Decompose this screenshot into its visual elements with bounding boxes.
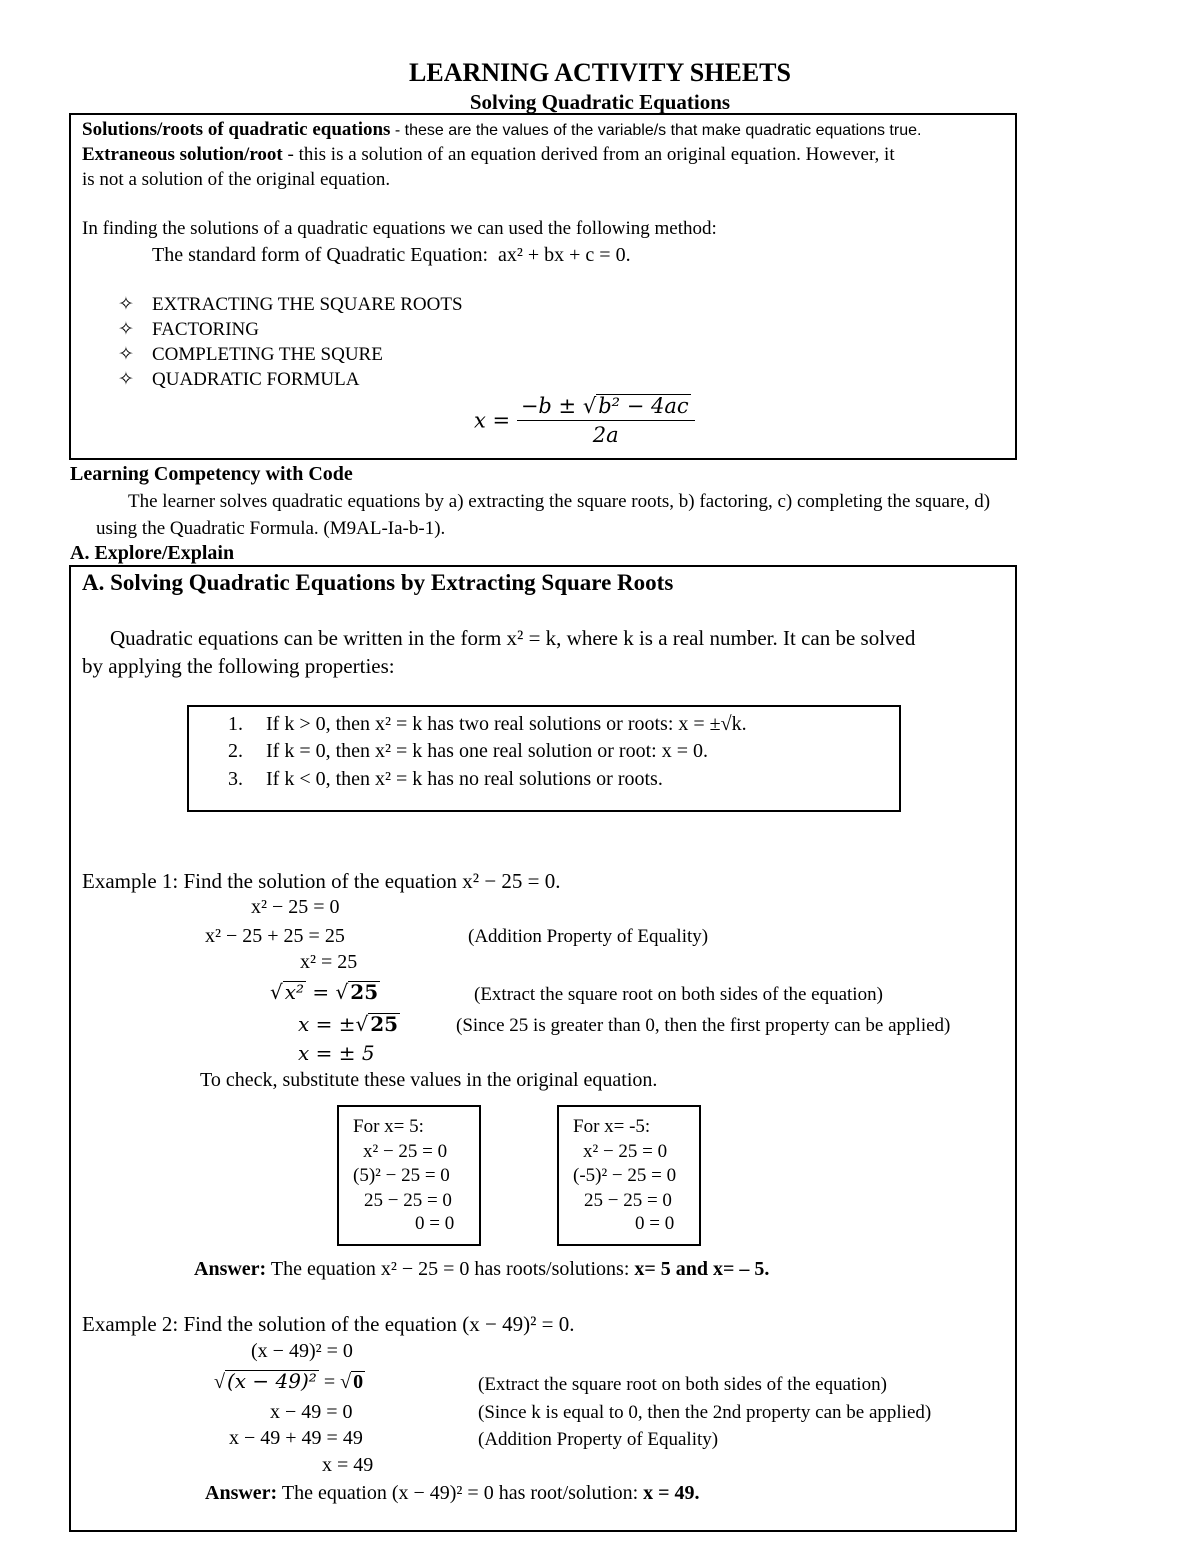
formula-denominator: 2a (592, 423, 619, 447)
formula-root: b² − 4ac (598, 394, 689, 418)
check-line: 25 − 25 = 0 (584, 1190, 672, 1211)
sqrt-rhs: 0 (353, 1371, 364, 1393)
answer-text: The equation (x − 49)² = 0 has root/solution: (277, 1482, 644, 1504)
pm-root: 25 (370, 1012, 399, 1036)
example2-note: (Addition Property of Equality) (478, 1429, 719, 1450)
sqrt-rhs: 25 (350, 980, 379, 1004)
property-text: If k = 0, then x² = k has one real solution or root: x = 0. (266, 740, 708, 762)
example1-note: (Addition Property of Equality) (468, 926, 709, 947)
check-line: 0 = 0 (415, 1213, 455, 1234)
formula-numerator: −b ± (520, 394, 583, 418)
competency-heading: Learning Competency with Code (70, 463, 353, 485)
method-item (118, 318, 259, 341)
quadratic-formula (474, 394, 695, 447)
example1-note: (Since 25 is greater than 0, then the first property can be applied) (456, 1015, 951, 1036)
method-label: COMPLETING THE SQURE (152, 344, 383, 365)
method-label: QUADRATIC FORMULA (152, 369, 360, 390)
method-item (118, 343, 383, 366)
example2-step: (x − 49)² = 0 (251, 1340, 353, 1362)
example2-note: (Since k is equal to 0, then the 2nd property can be applied) (478, 1402, 932, 1423)
explore-heading: A. Explore/Explain (70, 542, 235, 564)
example2-answer (205, 1482, 700, 1505)
answer-value: x= 5 and x= – 5. (634, 1258, 770, 1280)
check-line: x² − 25 = 0 (583, 1141, 668, 1162)
check-line: (-5)² − 25 = 0 (573, 1165, 677, 1186)
roots-term: Solutions/roots of quadratic equations (82, 119, 391, 140)
standard-form-eq: ax² + bx + c = 0. (498, 244, 631, 266)
example2-prompt: Example 2: Find the solution of the equation (x − 49)² = 0. (82, 1312, 575, 1336)
diamond-bullet-icon: ✧ (118, 369, 134, 390)
competency-text-1: The learner solves quadratic equations by a) extracting the square roots, b) factoring, c) completing the square, d) (128, 491, 991, 512)
extraneous-desc: - this is a solution of an equation derived from an original equation. However, it (282, 144, 895, 165)
example2-step-sqrt: √ (x − 49)² = √ 0 (214, 1369, 364, 1393)
property-item (228, 768, 663, 791)
answer-text: The equation x² − 25 = 0 has roots/solutions: (266, 1258, 635, 1280)
property-item (228, 740, 708, 763)
check-intro: To check, substitute these values in the original equation. (200, 1069, 658, 1091)
property-item (228, 713, 747, 736)
pm-lhs: x = ± (298, 1012, 356, 1036)
sqrt-lhs: x² (284, 980, 305, 1004)
example1-step: x² = 25 (300, 951, 358, 973)
sqrt-icon: √ (214, 1371, 225, 1393)
property-number: 3. (228, 768, 243, 790)
roots-definition (82, 119, 921, 141)
example1-step: x² − 25 = 0 (251, 896, 340, 918)
example2-step: x = 49 (322, 1454, 374, 1476)
intro-line-2: by applying the following properties: (82, 654, 395, 678)
method-label: FACTORING (152, 319, 259, 340)
diamond-bullet-icon: ✧ (118, 344, 134, 365)
extraneous-term: Extraneous solution/root (82, 144, 283, 165)
answer-label: Answer: (194, 1258, 267, 1280)
example1-step-result: x = ± 5 (298, 1041, 375, 1065)
sqrt-lhs: (x − 49)² (226, 1369, 317, 1393)
example2-step: x − 49 + 49 = 49 (229, 1427, 363, 1449)
example1-prompt: Example 1: Find the solution of the equation x² − 25 = 0. (82, 869, 561, 893)
check-line: For x= 5: (353, 1116, 424, 1137)
check-line: (5)² − 25 = 0 (353, 1165, 450, 1186)
competency-text-2: using the Quadratic Formula. (M9AL-Ia-b-1). (96, 518, 446, 539)
check-line: 0 = 0 (635, 1213, 675, 1234)
sqrt-icon: √ (340, 1371, 352, 1393)
formula-lhs: x = (474, 408, 511, 433)
diamond-bullet-icon: ✧ (118, 319, 134, 340)
sqrt-icon: √ (270, 980, 283, 1004)
sqrt-icon: √ (582, 394, 597, 418)
method-item (118, 293, 463, 316)
sqrt-icon: √ (335, 980, 349, 1004)
extraneous-definition (82, 144, 895, 166)
extraneous-desc-2: is not a solution of the original equation. (82, 169, 391, 190)
check-line: 25 − 25 = 0 (364, 1190, 452, 1211)
section-title: A. Solving Quadratic Equations by Extracting Square Roots (82, 570, 674, 595)
methods-intro: In finding the solutions of a quadratic equations we can used the following method: (82, 218, 717, 239)
intro-line-1: Quadratic equations can be written in the form x² = k, where k is a real number. It can be solved (110, 626, 916, 650)
method-label: EXTRACTING THE SQUARE ROOTS (152, 294, 463, 315)
check-line: For x= -5: (573, 1116, 651, 1137)
example1-step-sqrt: √ x² = √ 25 (270, 980, 379, 1004)
example2-step: x − 49 = 0 (270, 1401, 353, 1423)
check-line: x² − 25 = 0 (363, 1141, 448, 1162)
example1-note: (Extract the square root on both sides of the equation) (474, 984, 883, 1005)
property-number: 1. (228, 713, 243, 735)
example2-note: (Extract the square root on both sides of the equation) (478, 1374, 887, 1395)
property-text: If k > 0, then x² = k has two real solutions or roots: x = ±√k. (266, 713, 747, 735)
roots-desc: - these are the values of the variable/s that make quadratic equations true. (390, 122, 922, 139)
example1-step: x² − 25 + 25 = 25 (205, 925, 345, 947)
example1-step-pm (298, 1012, 400, 1036)
answer-value: x = 49. (643, 1482, 700, 1504)
standard-form (152, 244, 631, 267)
property-number: 2. (228, 740, 243, 762)
page-subtitle: Solving Quadratic Equations (469, 90, 731, 114)
diamond-bullet-icon: ✧ (118, 294, 134, 315)
example1-answer (194, 1258, 769, 1281)
answer-label: Answer: (205, 1482, 278, 1504)
page-title: LEARNING ACTIVITY SHEETS (409, 58, 791, 87)
sqrt-icon: √ (355, 1012, 369, 1036)
method-item (118, 368, 359, 391)
property-text: If k < 0, then x² = k has no real solutions or roots. (266, 768, 663, 790)
standard-form-label: The standard form of Quadratic Equation: (152, 244, 488, 266)
